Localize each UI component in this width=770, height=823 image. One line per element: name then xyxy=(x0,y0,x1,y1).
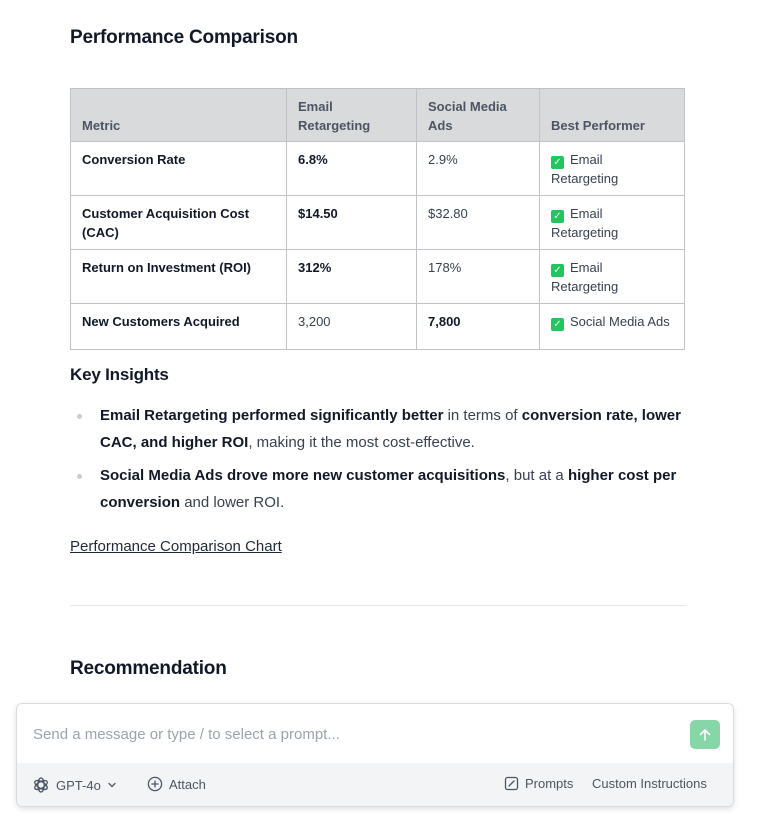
metric-cell: Conversion Rate xyxy=(71,142,287,196)
key-insights-heading: Key Insights xyxy=(70,365,169,384)
insight-text: in terms of xyxy=(443,407,522,424)
metric-cell: Customer Acquisition Cost (CAC) xyxy=(71,196,287,250)
check-icon: ✓ xyxy=(551,210,564,223)
chevron-down-icon xyxy=(107,780,117,790)
email-value-cell: 312% xyxy=(287,250,417,304)
prompts-label: Prompts xyxy=(525,776,574,791)
best-performer-cell xyxy=(540,250,685,304)
insight-text: , but at a xyxy=(505,467,568,484)
insight-bold-text: Email Retargeting performed significantly better xyxy=(100,407,444,424)
performance-chart-link[interactable]: Performance Comparison Chart xyxy=(70,538,282,555)
arrow-up-icon xyxy=(698,728,712,742)
attach-label: Attach xyxy=(169,776,206,792)
check-icon: ✓ xyxy=(551,318,564,331)
table-row xyxy=(71,142,685,196)
check-icon: ✓ xyxy=(551,264,564,277)
social-value-cell: $32.80 xyxy=(417,196,540,250)
email-value-cell: 3,200 xyxy=(287,304,417,350)
send-button[interactable] xyxy=(690,720,720,749)
plus-circle-icon xyxy=(147,776,163,792)
check-icon: ✓ xyxy=(551,156,564,169)
insight-text: , making it the most cost-effective. xyxy=(248,434,475,451)
social-value-cell: 2.9% xyxy=(417,142,540,196)
best-performer-label: Social Media Ads xyxy=(570,314,670,329)
list-item xyxy=(70,402,690,456)
insight-text: and lower ROI. xyxy=(180,494,285,511)
insight-bold-text: higher cost per conversion xyxy=(100,467,677,511)
insights-list xyxy=(70,402,690,522)
divider xyxy=(70,605,685,606)
insight-bold-text: conversion rate, lower CAC, and higher ROI xyxy=(100,407,681,451)
custom-instructions-label: Custom Instructions xyxy=(592,776,707,791)
best-performer-cell xyxy=(540,196,685,250)
best-performer-cell xyxy=(540,304,685,350)
list-item xyxy=(70,462,690,516)
column-header-metric: Metric xyxy=(71,89,287,142)
social-value-cell: 178% xyxy=(417,250,540,304)
social-value-cell: 7,800 xyxy=(417,304,540,350)
recommendation-heading: Recommendation xyxy=(70,658,227,679)
best-performer-cell xyxy=(540,142,685,196)
attach-button[interactable] xyxy=(147,776,206,792)
model-label: GPT-4o xyxy=(56,777,101,793)
column-header-email: Email Retargeting xyxy=(287,89,417,142)
insight-bold-text: Social Media Ads drove more new customer acquisitions xyxy=(100,467,506,484)
column-header-social: Social Media Ads xyxy=(417,89,540,142)
performance-comparison-heading: Performance Comparison xyxy=(70,27,298,48)
table-row xyxy=(71,250,685,304)
metric-cell: Return on Investment (ROI) xyxy=(71,250,287,304)
metric-cell: New Customers Acquired xyxy=(71,304,287,350)
table-row xyxy=(71,304,685,350)
performance-table xyxy=(70,88,685,350)
best-performer-label: Email Retargeting xyxy=(551,260,619,294)
best-performer-label: Email Retargeting xyxy=(551,152,619,186)
edit-square-icon xyxy=(504,776,519,791)
best-performer-label: Email Retargeting xyxy=(551,206,619,240)
table-row xyxy=(71,196,685,250)
custom-instructions-button[interactable] xyxy=(592,776,707,791)
prompts-button[interactable] xyxy=(504,776,573,791)
email-value-cell: $14.50 xyxy=(287,196,417,250)
openai-logo-icon xyxy=(32,776,50,794)
message-composer xyxy=(16,703,734,807)
composer-toolbar xyxy=(17,763,733,806)
email-value-cell: 6.8% xyxy=(287,142,417,196)
column-header-best: Best Performer xyxy=(540,89,685,142)
table-header-row xyxy=(71,89,685,142)
model-selector[interactable] xyxy=(32,776,117,794)
message-input[interactable] xyxy=(33,720,673,748)
